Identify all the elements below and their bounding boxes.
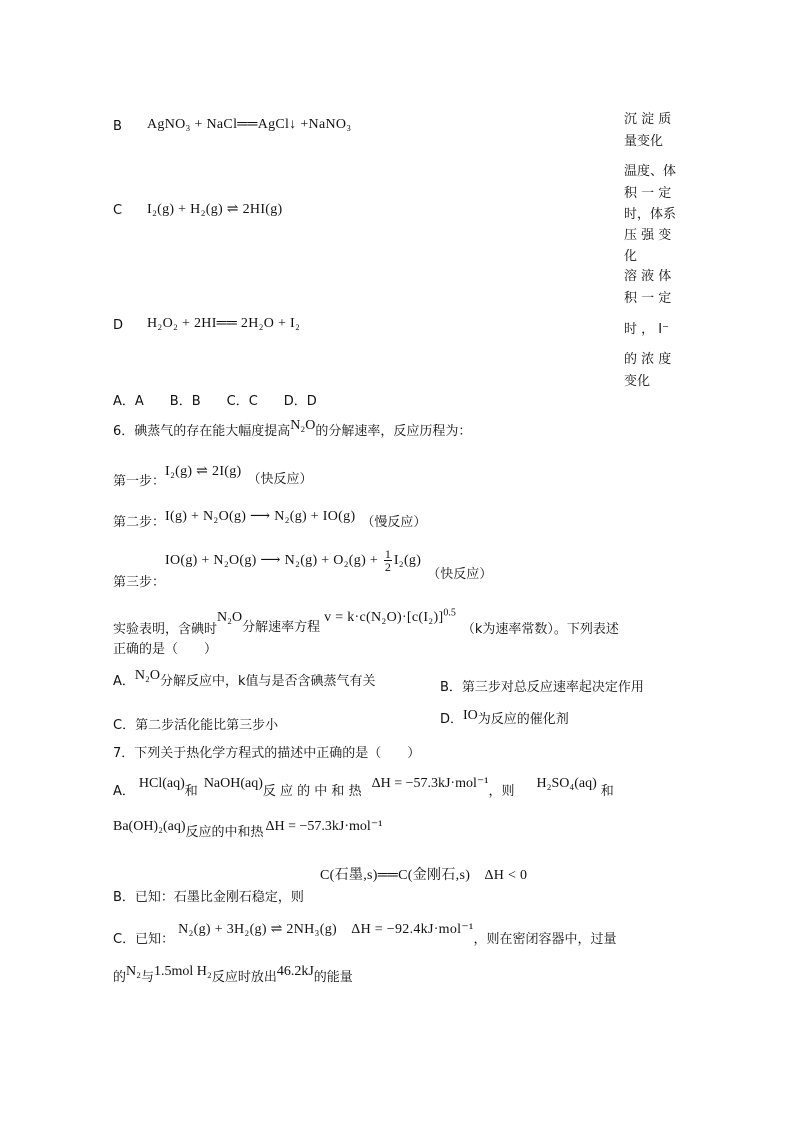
q6-option-a: A．N₂O分解反应中，k值与是否含碘蒸气有关 (113, 668, 376, 689)
row-c-note-3: 时，体系 (624, 207, 677, 222)
q6-step-3: 第三步：IO(g) + N₂O(g) ⟶ N₂(g) + O₂(g) + $\frac{1}{2}$ I₂(g)（快反应） (113, 547, 493, 590)
row-d-note-5: 变化 (624, 374, 651, 389)
row-d-note-3: 时 ， I⁻ (624, 322, 669, 337)
row-c-note-2: 积 一 定 (624, 186, 672, 201)
row-b-equation: AgNO₃ + NaCl══AgCl↓ +NaNO₃ (147, 117, 352, 132)
row-b-label: B (113, 119, 122, 134)
row-c-label: C (113, 203, 123, 218)
q7-option-c-line2: 的N₂与1.5mol H₂反应时放出46.2kJ的能量 (113, 964, 353, 985)
row-d-note-1: 溶 液 体 (624, 269, 672, 284)
q6-option-c: C．第二步活化能比第三步小 (113, 718, 279, 733)
q7-option-a-line2: Ba(OH)₂(aq)反应的中和热 ΔH = −57.3kJ·mol⁻¹ (113, 819, 383, 840)
row-d-label: D (113, 318, 124, 333)
fraction-one-half: $\frac{1}{2}$ (384, 547, 391, 574)
row-d-note-4: 的 浓 度 (624, 352, 672, 367)
q6-question: 正确的是（ ） (113, 642, 218, 657)
q7-stem: 7．下列关于热化学方程式的描述中正确的是（ ） (113, 746, 421, 761)
q6-step-2: 第二步：I(g) + N₂O(g) ⟶ N₂(g) + IO(g) （慢反应） (113, 509, 427, 530)
row-b-note-1: 沉 淀 质 (624, 112, 672, 127)
q5-options: A．A B．B C．C D．D (113, 394, 317, 409)
q7-option-b-text: B．已知：石墨比金刚石稳定，则 (113, 890, 304, 905)
q6-rate-statement: 实验表明，含碘时N₂O分解速率方程$v = k\cdot c(N_2O)\cdot[c(I_2)]^{0.5}(k$为速率常数）。下列表述 (113, 607, 619, 637)
q7-option-c-line1: C．已知：N₂(g) + 3H₂(g) ⇌ 2NH₃(g) ΔH = −92.4kJ·mol⁻¹，则在密闭容器中，过量 (113, 922, 617, 947)
row-c-equation: I₂(g) + H₂(g) ⇌ 2HI(g) (147, 202, 283, 217)
q7-option-b-equation: C(石墨,s)══C(金刚石,s) ΔH < 0 (320, 868, 528, 883)
row-d-equation: H₂O₂ + 2HI══ 2H₂O + I₂ (147, 316, 301, 331)
q7-option-a-line1: A．HCl(aq)和NaOH(aq)反 应 的 中 和 热ΔH = −57.3kJ·mol⁻¹，则H₂SO₄(aq)和 (113, 776, 614, 799)
row-c-note-4: 压 强 变 (624, 228, 672, 243)
row-d-note-2: 积 一 定 (624, 291, 672, 306)
q6-stem: 6．碘蒸气的存在能大幅度提高N₂O的分解速率，反应历程为： (113, 418, 472, 439)
q6-step-1: 第一步：I₂(g) ⇌ 2I(g)（快反应） (113, 464, 313, 489)
row-c-note-5: 化 (624, 249, 638, 264)
q6-option-d: D．IO为反应的催化剂 (440, 708, 569, 727)
row-c-note-1: 温度、体 (624, 164, 677, 179)
q6-option-b: B．第三步对总反应速率起决定作用 (440, 680, 644, 695)
row-b-note-2: 量变化 (624, 134, 664, 149)
